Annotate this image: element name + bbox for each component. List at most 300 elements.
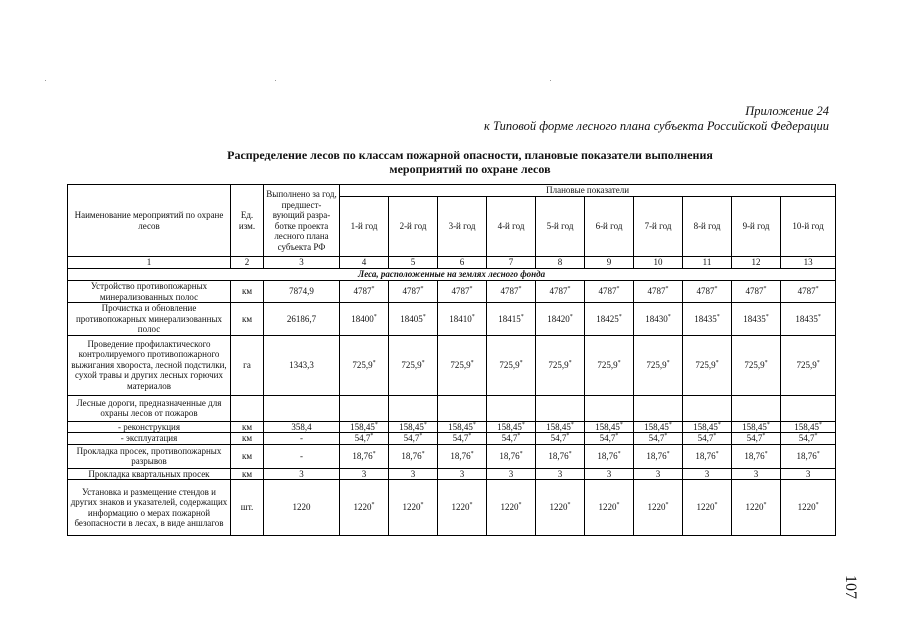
row-plan-value <box>683 444 732 468</box>
footnote-mark: * <box>715 450 719 457</box>
footnote-mark: * <box>716 313 720 320</box>
footnote-mark: * <box>520 313 524 320</box>
row-plan-value <box>487 335 536 395</box>
plan-value-text: 158,45 <box>742 421 767 432</box>
plan-value-text: 54,7 <box>501 433 518 443</box>
table-row <box>68 444 836 468</box>
column-number: 6 <box>438 257 487 269</box>
row-plan-value <box>487 480 536 536</box>
footnote-mark: * <box>518 502 522 509</box>
plan-value-text: 158,45 <box>350 421 375 432</box>
header-year: 5-й год <box>536 197 585 257</box>
plan-value-text: 18405 <box>400 313 423 324</box>
footnote-mark: * <box>664 433 668 439</box>
row-plan-value <box>732 395 781 421</box>
row-plan-value <box>340 395 389 421</box>
plan-value-text: 18,76 <box>796 450 817 461</box>
row-plan-value <box>389 303 438 336</box>
footnote-mark: * <box>815 286 819 293</box>
row-done: 1343,3 <box>264 335 340 395</box>
row-plan-value <box>683 395 732 421</box>
table-row <box>68 335 836 395</box>
footnote-mark: * <box>764 450 768 457</box>
footnote-mark: * <box>765 313 769 320</box>
row-name: - эксплуатация <box>68 433 231 445</box>
header-year: 10-й год <box>781 197 836 257</box>
row-plan-value <box>389 281 438 303</box>
row-plan-value <box>536 480 585 536</box>
table-row <box>68 281 836 303</box>
footnote-mark: * <box>814 433 818 439</box>
plan-value-text: 18420 <box>547 313 570 324</box>
plan-value-text: 725,9 <box>597 359 618 370</box>
table-row <box>68 303 836 336</box>
plan-value-text: 725,9 <box>401 359 422 370</box>
header-year: 2-й год <box>389 197 438 257</box>
row-plan-value <box>683 303 732 336</box>
page-number: 107 <box>842 575 859 599</box>
plan-value-text: 3 <box>459 468 465 479</box>
footnote-mark: * <box>370 433 374 439</box>
footnote-mark: * <box>618 313 622 320</box>
row-plan-value <box>487 433 536 445</box>
row-plan-value <box>438 395 487 421</box>
row-plan-value <box>487 421 536 433</box>
row-plan-value <box>389 468 438 480</box>
row-plan-value <box>438 480 487 536</box>
row-plan-value <box>389 395 438 421</box>
footnote-mark: * <box>468 433 472 439</box>
plan-value-text: 18435 <box>694 313 717 324</box>
row-plan-value <box>536 433 585 445</box>
row-plan-value <box>438 335 487 395</box>
plan-value-text: 3 <box>410 468 416 479</box>
plan-value-text: 1220 <box>353 502 372 513</box>
row-name: Лесные дороги, предназначенные для охраны лесов от пожаров <box>68 395 231 421</box>
row-plan-value <box>438 303 487 336</box>
scan-speck <box>45 80 46 81</box>
footnote-mark: * <box>714 502 718 509</box>
footnote-mark: * <box>374 421 378 428</box>
plan-value-text: 18,76 <box>499 450 520 461</box>
footnote-mark: * <box>665 502 669 509</box>
row-name: Проведение профилактического контролируемого противопожарного выжигания хвороста, лесной подстилки, сухой травы и других лесных горючих материалов <box>68 335 231 395</box>
footnote-mark: * <box>373 313 377 320</box>
row-plan-value <box>634 421 683 433</box>
row-plan-value <box>536 281 585 303</box>
footnote-mark: * <box>471 313 475 320</box>
plan-value-text: 158,45 <box>448 421 473 432</box>
plan-value-text: 158,45 <box>497 421 522 432</box>
footnote-mark: * <box>421 359 425 366</box>
column-number: 10 <box>634 257 683 269</box>
plan-value-text: 4787 <box>500 286 519 297</box>
row-name: Установка и размещение стендов и других знаков и указателей, содержащих информацию о мерах пожарной безопасности в лесах, в виде аншлагов <box>68 480 231 536</box>
plan-value-text: 1220 <box>549 502 568 513</box>
table-row <box>68 480 836 536</box>
section-heading: Леса, расположенные на землях лесного фонда <box>68 269 836 281</box>
plan-value-text: 4787 <box>451 286 470 297</box>
row-plan-value <box>438 281 487 303</box>
plan-value-text: 4787 <box>797 286 816 297</box>
footnote-mark: * <box>668 421 672 428</box>
row-plan-value <box>781 421 836 433</box>
row-plan-value <box>536 421 585 433</box>
row-plan-value <box>585 421 634 433</box>
row-plan-value <box>732 421 781 433</box>
plan-value-text: 1220 <box>647 502 666 513</box>
row-name: Прочистка и обновление противопожарных минерализованных полос <box>68 303 231 336</box>
row-plan-value <box>781 444 836 468</box>
row-plan-value <box>732 335 781 395</box>
plan-value-text: 3 <box>805 468 811 479</box>
row-plan-value <box>585 444 634 468</box>
row-plan-value <box>781 433 836 445</box>
row-plan-value <box>389 335 438 395</box>
row-name: Прокладка квартальных просек <box>68 468 231 480</box>
row-plan-value <box>487 468 536 480</box>
title-line-2: мероприятий по охране лесов <box>389 162 551 176</box>
row-plan-value <box>634 303 683 336</box>
row-plan-value <box>340 421 389 433</box>
footnote-mark: * <box>372 359 376 366</box>
row-plan-value <box>487 281 536 303</box>
column-number: 11 <box>683 257 732 269</box>
row-plan-value <box>781 480 836 536</box>
footnote-mark: * <box>519 359 523 366</box>
footnote-mark: * <box>666 450 670 457</box>
footnote-mark: * <box>615 433 619 439</box>
plan-value-text: 1220 <box>402 502 421 513</box>
row-done: 358,4 <box>264 421 340 433</box>
row-plan-value <box>340 281 389 303</box>
row-plan-value <box>781 335 836 395</box>
column-numbers-row <box>68 257 836 269</box>
plan-value-text: 4787 <box>647 286 666 297</box>
title-line-1: Распределение лесов по классам пожарной опасности, плановые показатели выполнения <box>227 148 713 162</box>
row-plan-value <box>438 421 487 433</box>
column-number: 9 <box>585 257 634 269</box>
plan-value-text: 18,76 <box>646 450 667 461</box>
footnote-mark: * <box>517 433 521 439</box>
plan-value-text: 725,9 <box>450 359 471 370</box>
row-plan-value <box>585 303 634 336</box>
header-year: 4-й год <box>487 197 536 257</box>
plan-value-text: 18430 <box>645 313 668 324</box>
plan-value-text: 725,9 <box>548 359 569 370</box>
footnote-mark: * <box>715 359 719 366</box>
plan-value-text: 18435 <box>743 313 766 324</box>
row-plan-value <box>340 468 389 480</box>
plan-value-text: 18,76 <box>744 450 765 461</box>
footnote-mark: * <box>371 286 375 293</box>
footnote-mark: * <box>818 421 822 428</box>
row-plan-value <box>536 335 585 395</box>
plan-value-text: 725,9 <box>499 359 520 370</box>
plan-value-text: 1220 <box>598 502 617 513</box>
row-plan-value <box>389 444 438 468</box>
row-plan-value <box>634 468 683 480</box>
footnote-mark: * <box>421 450 425 457</box>
plan-value-text: 725,9 <box>744 359 765 370</box>
plan-value-text: 4787 <box>549 286 568 297</box>
scan-speck <box>275 80 276 81</box>
plan-value-text: 158,45 <box>794 421 819 432</box>
plan-value-text: 18410 <box>449 313 472 324</box>
row-done: 3 <box>264 468 340 480</box>
plan-value-text: 725,9 <box>352 359 373 370</box>
plan-value-text: 54,7 <box>746 433 763 443</box>
plan-value-text: 158,45 <box>595 421 620 432</box>
header-unit: Ед. изм. <box>231 185 264 257</box>
header-year: 1-й год <box>340 197 389 257</box>
row-plan-value <box>781 281 836 303</box>
header-year: 7-й год <box>634 197 683 257</box>
plan-value-text: 18435 <box>795 313 818 324</box>
column-number: 2 <box>231 257 264 269</box>
row-plan-value <box>683 468 732 480</box>
column-number: 3 <box>264 257 340 269</box>
plan-value-text: 18,76 <box>597 450 618 461</box>
row-plan-value <box>585 281 634 303</box>
plan-value-text: 18425 <box>596 313 619 324</box>
appendix-reference: к Типовой форме лесного плана субъекта Российской Федерации <box>484 119 829 133</box>
row-unit: км <box>231 281 264 303</box>
row-done: 7874,9 <box>264 281 340 303</box>
plan-value-text: 4787 <box>745 286 764 297</box>
column-number: 12 <box>732 257 781 269</box>
row-plan-value <box>438 433 487 445</box>
footnote-mark: * <box>616 502 620 509</box>
plan-value-text: 4787 <box>598 286 617 297</box>
table-row <box>68 468 836 480</box>
row-plan-value <box>781 303 836 336</box>
footnote-mark: * <box>567 286 571 293</box>
footnote-mark: * <box>763 286 767 293</box>
plan-value-text: 18,76 <box>548 450 569 461</box>
row-plan-value <box>732 480 781 536</box>
plan-value-text: 725,9 <box>796 359 817 370</box>
row-done <box>264 395 340 421</box>
plan-value-text: 158,45 <box>546 421 571 432</box>
footnote-mark: * <box>521 421 525 428</box>
plan-value-text: 3 <box>557 468 563 479</box>
row-name: - реконструкция <box>68 421 231 433</box>
plan-value-text: 158,45 <box>644 421 669 432</box>
row-plan-value <box>683 433 732 445</box>
fire-protection-table <box>67 184 836 536</box>
row-done: - <box>264 433 340 445</box>
row-done: - <box>264 444 340 468</box>
row-plan-value <box>634 433 683 445</box>
footnote-mark: * <box>519 450 523 457</box>
plan-value-text: 158,45 <box>693 421 718 432</box>
plan-value-text: 54,7 <box>550 433 567 443</box>
footnote-mark: * <box>666 359 670 366</box>
footnote-mark: * <box>568 359 572 366</box>
header-done: Выполнено за год, предшест-вующий разра-ботке проекта лесного плана субъекта РФ <box>264 185 340 257</box>
plan-value-text: 3 <box>704 468 710 479</box>
appendix-number: Приложение 24 <box>745 104 829 118</box>
footnote-mark: * <box>817 313 821 320</box>
column-number: 7 <box>487 257 536 269</box>
plan-value-text: 18,76 <box>352 450 373 461</box>
row-plan-value <box>732 281 781 303</box>
row-plan-value <box>732 468 781 480</box>
row-plan-value <box>487 303 536 336</box>
footnote-mark: * <box>420 502 424 509</box>
header-planned: Плановые показатели <box>340 185 836 197</box>
plan-value-text: 1220 <box>451 502 470 513</box>
plan-value-text: 54,7 <box>354 433 371 443</box>
row-unit: км <box>231 433 264 445</box>
document-title <box>150 148 790 176</box>
footnote-mark: * <box>617 450 621 457</box>
table-row <box>68 433 836 445</box>
row-plan-value <box>585 433 634 445</box>
plan-value-text: 54,7 <box>798 433 815 443</box>
footnote-mark: * <box>470 450 474 457</box>
row-plan-value <box>536 468 585 480</box>
header-year: 6-й год <box>585 197 634 257</box>
plan-value-text: 1220 <box>500 502 519 513</box>
row-done: 26186,7 <box>264 303 340 336</box>
header-year: 8-й год <box>683 197 732 257</box>
plan-value-text: 4787 <box>402 286 421 297</box>
plan-value-text: 18,76 <box>450 450 471 461</box>
footnote-mark: * <box>816 359 820 366</box>
plan-value-text: 1220 <box>797 502 816 513</box>
footnote-mark: * <box>470 359 474 366</box>
row-plan-value <box>389 421 438 433</box>
row-done: 1220 <box>264 480 340 536</box>
column-number: 4 <box>340 257 389 269</box>
footnote-mark: * <box>419 433 423 439</box>
row-unit: км <box>231 468 264 480</box>
row-plan-value <box>683 480 732 536</box>
row-plan-value <box>438 444 487 468</box>
row-plan-value <box>487 395 536 421</box>
plan-value-text: 1220 <box>696 502 715 513</box>
plan-value-text: 3 <box>606 468 612 479</box>
plan-value-text: 3 <box>361 468 367 479</box>
plan-value-text: 18415 <box>498 313 521 324</box>
row-plan-value <box>683 281 732 303</box>
plan-value-text: 54,7 <box>599 433 616 443</box>
row-unit <box>231 395 264 421</box>
footnote-mark: * <box>617 359 621 366</box>
plan-value-text: 3 <box>655 468 661 479</box>
footnote-mark: * <box>764 359 768 366</box>
scan-speck <box>550 80 551 81</box>
footnote-mark: * <box>714 286 718 293</box>
footnote-mark: * <box>766 421 770 428</box>
plan-value-text: 158,45 <box>399 421 424 432</box>
row-unit: шт. <box>231 480 264 536</box>
header-year: 3-й год <box>438 197 487 257</box>
row-plan-value <box>634 480 683 536</box>
header-name: Наименование мероприятий по охране лесов <box>68 185 231 257</box>
footnote-mark: * <box>616 286 620 293</box>
footnote-mark: * <box>717 421 721 428</box>
plan-value-text: 18400 <box>351 313 374 324</box>
footnote-mark: * <box>472 421 476 428</box>
row-plan-value <box>732 303 781 336</box>
plan-value-text: 3 <box>753 468 759 479</box>
plan-value-text: 54,7 <box>452 433 469 443</box>
footnote-mark: * <box>568 450 572 457</box>
footnote-mark: * <box>570 421 574 428</box>
row-plan-value <box>536 303 585 336</box>
footnote-mark: * <box>816 450 820 457</box>
footnote-mark: * <box>422 313 426 320</box>
table-row <box>68 421 836 433</box>
plan-value-text: 54,7 <box>403 433 420 443</box>
row-plan-value <box>732 433 781 445</box>
footnote-mark: * <box>619 421 623 428</box>
footnote-mark: * <box>665 286 669 293</box>
row-plan-value <box>340 480 389 536</box>
footnote-mark: * <box>713 433 717 439</box>
footnote-mark: * <box>420 286 424 293</box>
plan-value-text: 54,7 <box>648 433 665 443</box>
footnote-mark: * <box>371 502 375 509</box>
row-plan-value <box>487 444 536 468</box>
footnote-mark: * <box>762 433 766 439</box>
row-plan-value <box>340 444 389 468</box>
plan-value-text: 54,7 <box>697 433 714 443</box>
table-row <box>68 395 836 421</box>
row-plan-value <box>585 335 634 395</box>
row-unit: га <box>231 335 264 395</box>
row-plan-value <box>585 480 634 536</box>
column-number: 1 <box>68 257 231 269</box>
footnote-mark: * <box>423 421 427 428</box>
row-plan-value <box>683 421 732 433</box>
plan-value-text: 725,9 <box>695 359 716 370</box>
row-plan-value <box>536 444 585 468</box>
row-plan-value <box>634 444 683 468</box>
row-unit: км <box>231 303 264 336</box>
row-name: Устройство противопожарных минерализованных полос <box>68 281 231 303</box>
row-plan-value <box>340 433 389 445</box>
row-plan-value <box>781 395 836 421</box>
plan-value-text: 3 <box>508 468 514 479</box>
row-plan-value <box>634 281 683 303</box>
row-plan-value <box>536 395 585 421</box>
row-plan-value <box>340 335 389 395</box>
plan-value-text: 725,9 <box>646 359 667 370</box>
plan-value-text: 4787 <box>696 286 715 297</box>
row-unit: км <box>231 444 264 468</box>
row-plan-value <box>732 444 781 468</box>
footnote-mark: * <box>566 433 570 439</box>
plan-value-text: 1220 <box>745 502 764 513</box>
footnote-mark: * <box>569 313 573 320</box>
header-year: 9-й год <box>732 197 781 257</box>
plan-value-text: 18,76 <box>401 450 422 461</box>
row-plan-value <box>389 433 438 445</box>
row-plan-value <box>585 395 634 421</box>
row-plan-value <box>438 468 487 480</box>
row-name: Прокладка просек, противопожарных разрывов <box>68 444 231 468</box>
footnote-mark: * <box>815 502 819 509</box>
footnote-mark: * <box>763 502 767 509</box>
row-plan-value <box>683 335 732 395</box>
row-plan-value <box>585 468 634 480</box>
footnote-mark: * <box>469 286 473 293</box>
row-unit: км <box>231 421 264 433</box>
